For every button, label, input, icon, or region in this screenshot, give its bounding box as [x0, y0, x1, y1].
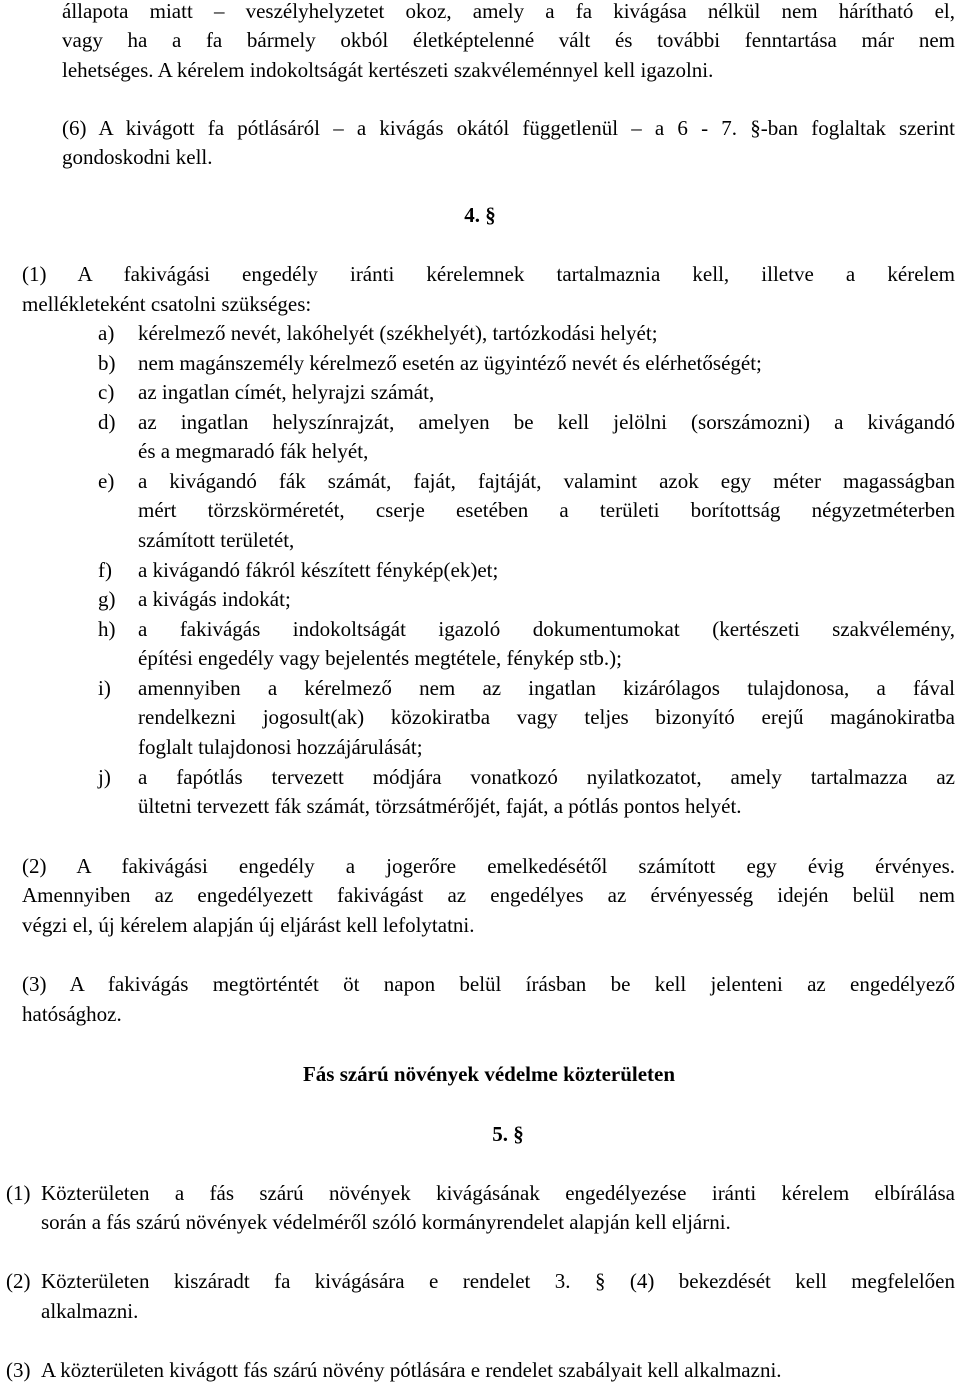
list-item-c-line-1: az ingatlan címét, helyrajzi számát, [138, 380, 435, 404]
list-item-f-line-1: a kivágandó fákról készített fénykép(ek)et; [138, 558, 499, 582]
list-item-h-line-2: építési engedély vagy bejelentés megtétele, fénykép stb.); [138, 646, 622, 670]
section-4-p1-line-2: mellékleteként csatolni szükséges: [22, 292, 312, 316]
section-4-heading: 4. § [464, 203, 496, 227]
list-item-label: g) [98, 587, 116, 611]
list-item-e-line-2: mért törzskörméretét, cserje esetében a területi borítottság négyzetméterben [138, 498, 955, 522]
list-item-i-line-3: foglalt tulajdonosi hozzájárulását; [138, 735, 423, 759]
list-item-b-line-1: nem magánszemély kérelmező esetén az ügyintéző nevét és elérhetőségét; [138, 351, 762, 375]
list-item-a-line-1: kérelmező nevét, lakóhelyét (székhelyét), tartózkodási helyét; [138, 321, 658, 345]
section-4-p2-line-1: (2) A fakivágási engedély a jogerőre emelkedésétől számított egy évig érvényes. [22, 854, 955, 878]
list-item-label: a) [98, 321, 115, 345]
section-5-p1-label: (1) [6, 1181, 31, 1205]
list-item-e-line-3: számított területét, [138, 528, 295, 552]
intro-line-1: állapota miatt – veszélyhelyzetet okoz, amely a fa kivágása nélkül nem hárítható el, [62, 0, 955, 23]
list-item-label: i) [98, 676, 111, 700]
list-item-label: c) [98, 380, 115, 404]
list-item-h-line-1: a fakivágás indokoltságát igazoló dokumentumokat (kertészeti szakvélemény, [138, 617, 955, 641]
section-5-p3-label: (3) [6, 1358, 31, 1382]
list-item-i-line-2: rendelkezni jogosult(ak) közokiratba vagy teljes bizonyító erejű magánokiratba [138, 705, 955, 729]
paragraph-6-line-2: gondoskodni kell. [62, 145, 213, 169]
list-item-d-line-1: az ingatlan helyszínrajzát, amelyen be kell jelölni (sorszámozni) a kivágandó [138, 410, 955, 434]
section-5-title: Fás szárú növények védelme közterületen [302, 1062, 676, 1086]
list-item-j-line-1: a fapótlás tervezett módjára vonatkozó nyilatkozatot, amely tartalmazza az [138, 765, 955, 789]
list-item-g-line-1: a kivágás indokát; [138, 587, 291, 611]
section-4-p3-line-1: (3) A fakivágás megtörténtét öt napon belül írásban be kell jelenteni az engedélyező [22, 972, 955, 996]
list-item-label: j) [98, 765, 111, 789]
intro-line-2: vagy ha a fa bármely okból életképtelenné vált és további fenntartása már nem [62, 28, 955, 52]
list-item-j-line-2: ültetni tervezett fák számát, törzsátmérőjét, faját, a pótlás pontos helyét. [138, 794, 742, 818]
list-item-i-line-1: amennyiben a kérelmező nem az ingatlan kizárólagos tulajdonosa, a fával [138, 676, 955, 700]
intro-line-3: lehetséges. A kérelem indokoltságát kertészeti szakvéleménnyel kell igazolni. [62, 58, 714, 82]
section-5-p2-label: (2) [6, 1269, 31, 1293]
list-item-e-line-1: a kivágandó fák számát, faját, fajtáját, valamint azok egy méter magasságban [138, 469, 955, 493]
section-4-p3-line-2: hatósághoz. [22, 1002, 122, 1026]
section-5-p1-line-2: során a fás szárú növények védelméről szóló kormányrendelet alapján kell eljárni. [41, 1210, 731, 1234]
list-item-d-line-2: és a megmaradó fák helyét, [138, 439, 369, 463]
section-5-p3-line-1: A közterületen kivágott fás szárú növény pótlására e rendelet szabályait kell alkalmazni. [41, 1358, 782, 1382]
list-item-label: d) [98, 410, 116, 434]
section-5-p2-line-2: alkalmazni. [41, 1299, 139, 1323]
paragraph-6-line-1: (6) A kivágott fa pótlásáról – a kivágás okától függetlenül – a 6 - 7. §-ban foglaltak szerint [62, 116, 955, 140]
section-5-p2-line-1: Közterületen kiszáradt fa kivágására e rendelet 3. § (4) bekezdését kell megfelelően [41, 1269, 955, 1293]
list-item-label: f) [98, 558, 112, 582]
section-4-p2-line-3: végzi el, új kérelem alapján új eljárást kell lefolytatni. [22, 913, 475, 937]
section-4-p2-line-2: Amennyiben az engedélyezett fakivágást az engedélyes az érvényesség idején belül nem [22, 883, 955, 907]
section-5-heading: 5. § [492, 1122, 524, 1146]
list-item-label: h) [98, 617, 116, 641]
list-item-label: b) [98, 351, 116, 375]
section-5-p1-line-1: Közterületen a fás szárú növények kivágásának engedélyezése iránti kérelem elbírálása [41, 1181, 955, 1205]
list-item-label: e) [98, 469, 115, 493]
section-4-p1-line-1: (1) A fakivágási engedély iránti kérelemnek tartalmaznia kell, illetve a kérelem [22, 262, 955, 286]
